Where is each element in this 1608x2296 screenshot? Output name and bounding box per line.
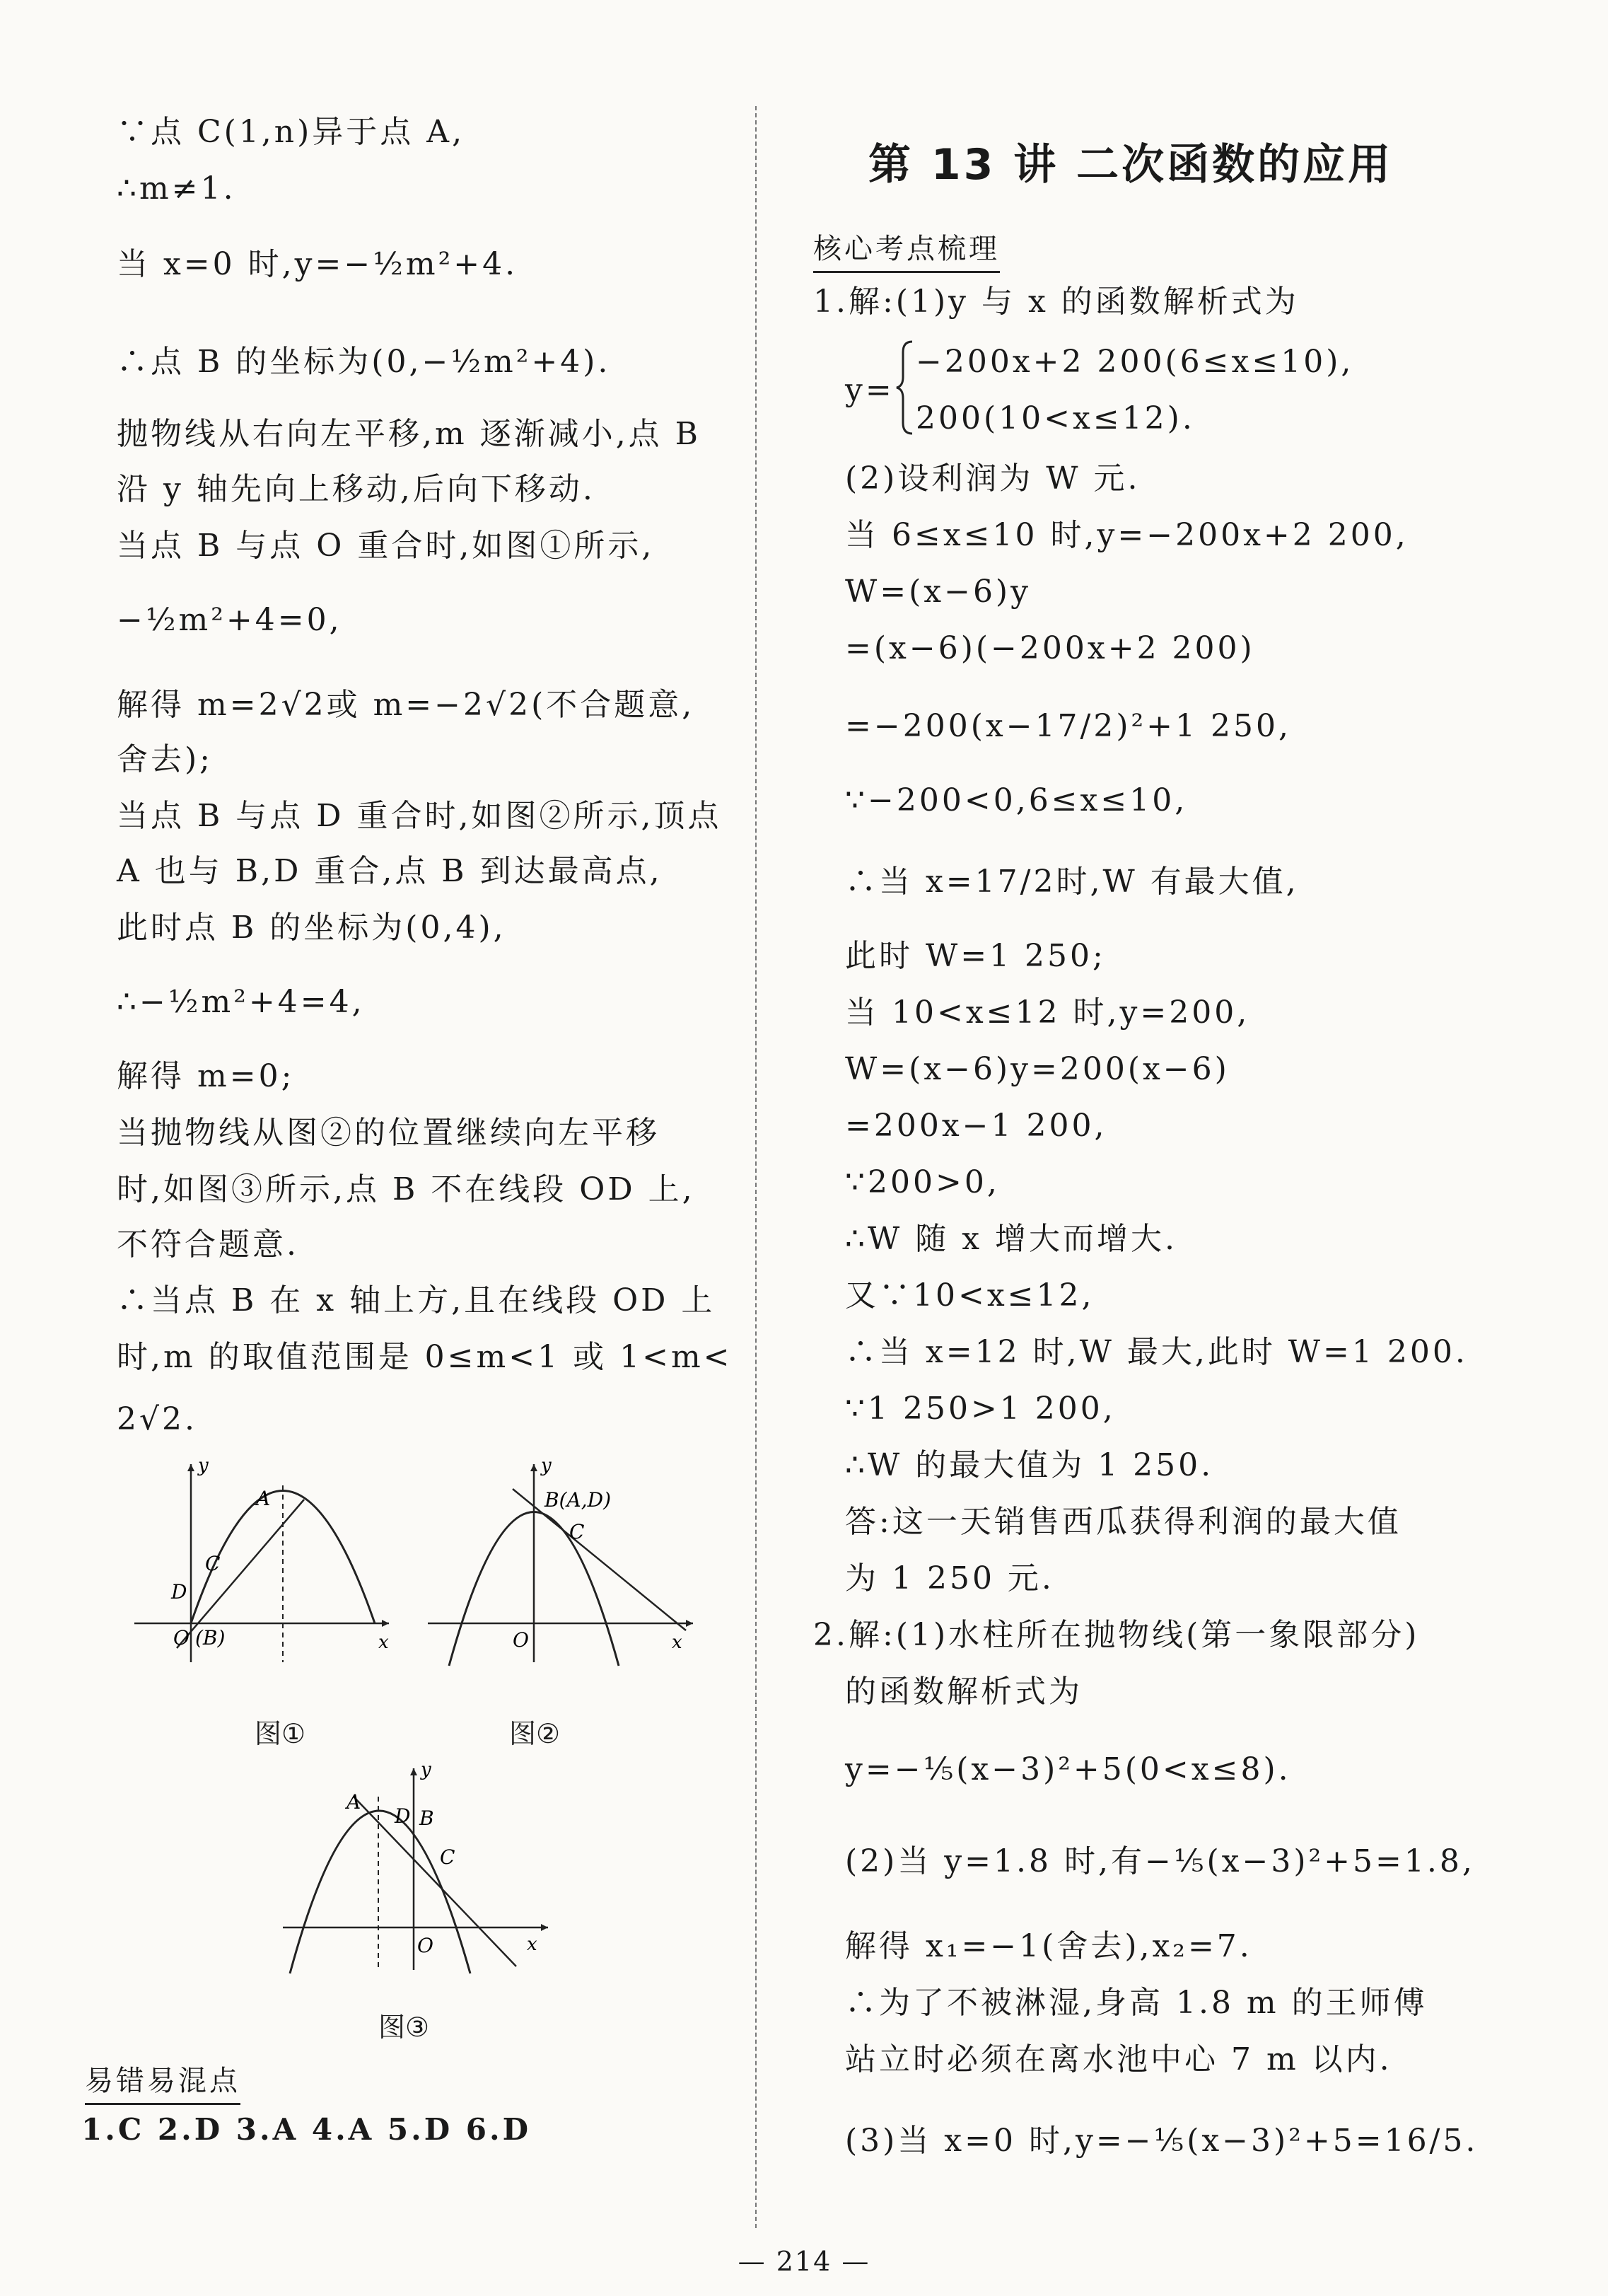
text-line: ∵−200<0,6≤x≤10, [845, 782, 1188, 818]
text-line: ∴当 x=12 时,W 最大,此时 W=1 200. [845, 1334, 1468, 1370]
fig3-y-label: y [421, 1759, 431, 1780]
section-core-title: 核心考点梳理 [813, 226, 1000, 273]
text-line: 沿 y 轴先向上移动,后向下移动. [117, 471, 595, 507]
text-line: 又∵10<x≤12, [845, 1277, 1095, 1314]
text-line: 答:这一天销售西瓜获得利润的最大值 [845, 1504, 1402, 1540]
text-line: 时,m 的取值范围是 0≤m<1 或 1<m< [117, 1339, 733, 1375]
text-line: 时,如图③所示,点 B 不在线段 OD 上, [117, 1171, 695, 1207]
text-line: 当点 B 与点 D 重合时,如图②所示,顶点 [117, 798, 722, 834]
column-divider [755, 106, 757, 2228]
text-line: 2.解:(1)水柱所在抛物线(第一象限部分) [813, 1617, 1420, 1653]
figure-1-caption: 图① [255, 1718, 306, 1749]
text-line: 解得 m=2√2或 m=−2√2(不合题意, [117, 687, 695, 723]
figure-2 [421, 1457, 704, 1669]
text-line: ∴点 B 的坐标为(0,−½m²+4). [117, 344, 611, 380]
fig3-label-A: A [346, 1790, 361, 1814]
fig3-label-D: D [395, 1804, 411, 1828]
figure-3 [276, 1758, 559, 1984]
page-number: — 214 — [738, 2246, 870, 2277]
text-line: ∴W 随 x 增大而增大. [845, 1221, 1177, 1257]
text-line: (3)当 x=0 时,y=−⅕(x−3)²+5=16/5. [845, 2123, 1479, 2159]
fig2-x-label: x [672, 1632, 682, 1653]
text-line: =(x−6)(−200x+2 200) [845, 630, 1255, 666]
fig2-label-C: C [569, 1520, 585, 1543]
text-line: W=(x−6)y=200(x−6) [845, 1051, 1230, 1087]
brace-icon [895, 338, 916, 437]
fig3-label-B: B [419, 1807, 434, 1830]
text-line: 解得 m=0; [117, 1058, 295, 1094]
fig1-label-C: C [205, 1552, 221, 1575]
text-line: ∴为了不被淋湿,身高 1.8 m 的王师傅 [845, 1985, 1428, 2021]
text-line: =−200(x−17/2)²+1 250, [845, 708, 1291, 744]
fig1-x-label: x [378, 1632, 389, 1653]
text-line: A 也与 B,D 重合,点 B 到达最高点, [117, 853, 663, 889]
fig1-label-O: O [173, 1626, 190, 1649]
fig2-y-label: y [541, 1457, 552, 1476]
text-line: 不符合题意. [117, 1227, 299, 1263]
fig1-y-label: y [198, 1457, 209, 1476]
text-line: −½m²+4=0, [117, 602, 342, 638]
text-line: −200x+2 200(6≤x≤10), [916, 344, 1354, 380]
fig3-label-C: C [440, 1845, 455, 1869]
text-line: 当 10<x≤12 时,y=200, [845, 995, 1250, 1031]
text-line: ∴当 x=17/2时,W 有最大值, [845, 864, 1299, 900]
text-line: 此时 W=1 250; [845, 938, 1106, 974]
fig1-label-D: D [171, 1580, 187, 1604]
text-line: ∴m≠1. [117, 170, 236, 207]
fig3-x-label: x [527, 1934, 537, 1955]
answers-line: 1.C 2.D 3.A 4.A 5.D 6.D [81, 2112, 532, 2147]
figure-2-caption: 图② [509, 1718, 561, 1749]
text-line: (2)设利润为 W 元. [845, 460, 1141, 497]
text-line: 抛物线从右向左平移,m 逐渐减小,点 B [117, 416, 701, 452]
fig3-label-O: O [417, 1934, 433, 1957]
text-line: 舍去); [117, 741, 213, 777]
text-line: y=−⅕(x−3)²+5(0<x≤8). [845, 1751, 1291, 1787]
text-line: 当抛物线从图②的位置继续向左平移 [117, 1115, 660, 1151]
text-line: 当点 B 与点 O 重合时,如图①所示, [117, 528, 655, 564]
text-line: ∴当点 B 在 x 轴上方,且在线段 OD 上 [117, 1282, 716, 1318]
fig2-label-B: B(A,D) [544, 1488, 611, 1512]
text-line: ∵1 250>1 200, [845, 1391, 1116, 1427]
text-line: 2√2. [117, 1401, 198, 1437]
text-line: W=(x−6)y [845, 574, 1031, 610]
text-line: 1.解:(1)y 与 x 的函数解析式为 [813, 284, 1299, 320]
text-line: 当 x=0 时,y=−½m²+4. [117, 246, 518, 282]
fig1-label-A: A [256, 1487, 271, 1510]
figure-1 [127, 1457, 396, 1669]
text-line: 此时点 B 的坐标为(0,4), [117, 910, 506, 946]
text-line: 的函数解析式为 [845, 1674, 1083, 1710]
fig1-label-B: (B) [195, 1626, 226, 1649]
text-line: ∴W 的最大值为 1 250. [845, 1447, 1214, 1483]
text-line: y= [845, 372, 895, 408]
text-line: (2)当 y=1.8 时,有−⅕(x−3)²+5=1.8, [845, 1843, 1475, 1879]
text-line: ∵点 C(1,n)异于点 A, [117, 114, 465, 150]
text-line: 为 1 250 元. [845, 1560, 1054, 1596]
fig2-label-O: O [513, 1628, 529, 1652]
text-line: 200(10<x≤12). [916, 400, 1195, 436]
section-errors-title: 易错易混点 [85, 2058, 240, 2105]
page-title: 第 13 讲 二次函数的应用 [868, 140, 1394, 190]
text-line: =200x−1 200, [845, 1108, 1107, 1144]
text-line: 当 6≤x≤10 时,y=−200x+2 200, [845, 517, 1409, 553]
text-line: 站立时必须在离水池中心 7 m 以内. [845, 2041, 1392, 2077]
text-line: ∴−½m²+4=4, [117, 984, 365, 1020]
text-line: ∵200>0, [845, 1164, 1000, 1200]
figure-3-caption: 图③ [378, 2012, 430, 2043]
text-line: 解得 x₁=−1(舍去),x₂=7. [845, 1928, 1252, 1964]
